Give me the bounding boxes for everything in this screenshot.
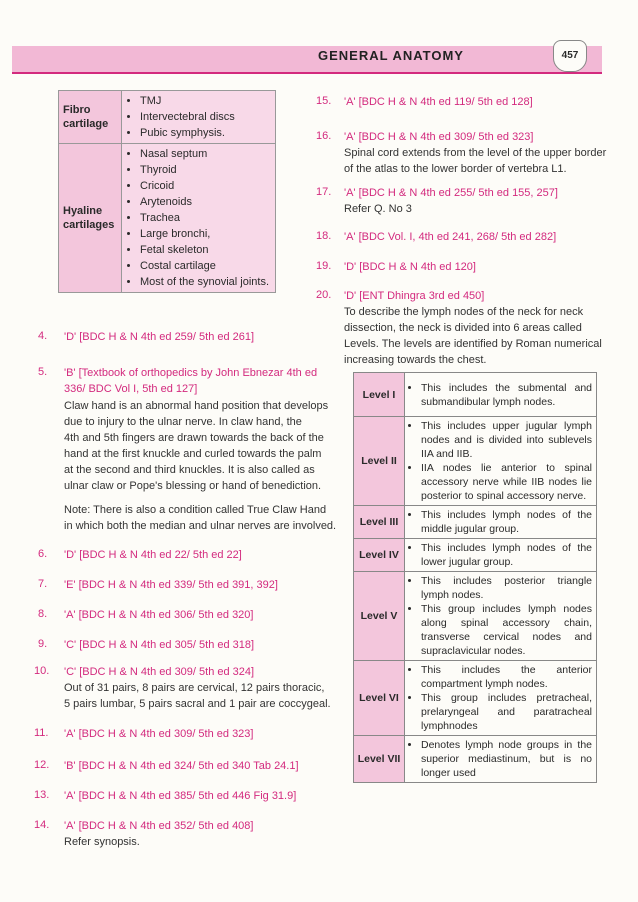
answer-number: 6. [38,548,48,560]
list-item: • Fetal skeleton [140,242,271,258]
table-row [354,417,597,506]
answer-reference: 'A' [BDC H & N 4th ed 306/ 5th ed 320] [64,609,254,621]
answer-reference: 'A' [BDC H & N 4th ed 309/ 5th ed 323] [344,131,534,143]
answer-number: 7. [38,578,48,590]
answer-number: 4. [38,330,48,342]
answer-number: 15. [316,95,332,107]
page-number: 457 [553,40,587,72]
explanation-line: in which both the median and ulnar nerves are involved. [64,520,337,532]
level-label: Level III [354,506,405,539]
explanation-line: Spinal cord extends from the level of the upper border [344,147,607,159]
explanation-line: Out of 31 pairs, 8 pairs are cervical, 12 pairs thoracic, [64,682,325,694]
answer-number: 17. [316,186,332,198]
header-band [12,46,602,72]
answer-number: 14. [34,819,50,831]
answer-reference: 'B' [BDC H & N 4th ed 324/ 5th ed 340 Tab 24.1] [64,760,299,772]
answer-number: 8. [38,608,48,620]
explanation-line: dissection, the neck is divided into 6 areas called [344,322,582,334]
list-item: • IIA nodes lie anterior to spinal accessory nerve while IIB nodes lie posterior to spinal accessory nerve. [421,461,592,503]
answer-number: 18. [316,230,332,242]
cartilage-table [58,90,276,293]
answer-reference: 'A' [BDC H & N 4th ed 255/ 5th ed 155, 257] [344,187,558,199]
list-item: • This includes lymph nodes of the lower jugular group. [421,541,592,569]
answer-reference: 'D' [BDC H & N 4th ed 120] [344,261,476,273]
header-rule [12,72,602,74]
table-row [354,506,597,539]
explanation-line: due to injury to the ulnar nerve. In claw hand, the [64,416,302,428]
cartilage-type-label: Fibro cartilage [59,91,122,144]
lymph-levels-table [353,372,597,783]
list-item: • Most of the synovial joints. [140,274,271,290]
level-label: Level VII [354,736,405,783]
level-label: Level IV [354,539,405,572]
answer-reference: 'C' [BDC H & N 4th ed 309/ 5th ed 324] [64,666,255,678]
list-item: • Denotes lymph node groups in the superior mediastinum, but is no longer used [421,738,592,780]
explanation-line: To describe the lymph nodes of the neck for neck [344,306,584,318]
list-item: • This group includes pretracheal, prelaryngeal and paratracheal lymphnodes [421,691,592,733]
explanation-line: at the second and third knuckles. It is also called as [64,464,315,476]
answer-reference: 'A' [BDC H & N 4th ed 119/ 5th ed 128] [344,96,533,108]
list-item: • TMJ [140,93,271,109]
list-item: • Nasal septum [140,146,271,162]
list-item: • This includes lymph nodes of the middle jugular group. [421,508,592,536]
list-item: • Cricoid [140,178,271,194]
explanation-line: ulnar claw or Pope's blessing or hand of benediction. [64,480,322,492]
list-item: • Pubic symphysis. [140,125,271,141]
answer-reference: 'A' [BDC Vol. I, 4th ed 241, 268/ 5th ed 282] [344,231,557,243]
answer-reference: 'E' [BDC H & N 4th ed 339/ 5th ed 391, 392] [64,579,278,591]
table-row [59,91,276,144]
level-label: Level I [354,373,405,417]
explanation-line: Claw hand is an abnormal hand position that develops [64,400,329,412]
answer-number: 19. [316,260,332,272]
answer-number: 12. [34,759,50,771]
answer-number: 16. [316,130,332,142]
answer-number: 5. [38,366,48,378]
explanation-line: Refer Q. No 3 [344,203,412,215]
table-row [59,144,276,293]
answer-reference: 'C' [BDC H & N 4th ed 305/ 5th ed 318] [64,639,255,651]
explanation-line: Refer synopsis. [64,836,140,848]
explanation-line: of the atlas to the lower border of vertebra L1. [344,163,567,175]
explanation-line: hand at the first knuckle and curled towards the palm [64,448,322,460]
explanation-line: increasing towards the chest. [344,354,487,366]
note-line: Note: There is also a condition called True Claw Hand [64,504,327,516]
explanation-line: 5 pairs lumbar, 5 pairs sacral and 1 pair are coccygeal. [64,698,331,710]
explanation-line: 4th and 5th fingers are drawn towards the back of the [64,432,324,444]
list-item: • This includes the submental and submandibular lymph nodes. [421,381,592,409]
list-item: • This includes posterior triangle lymph nodes. [421,574,592,602]
list-item: • This includes the anterior compartment lymph nodes. [421,663,592,691]
answer-number: 10. [34,665,50,677]
list-item: • This group includes lymph nodes along spinal accessory chain, transverse cervical nodes and supraclavicular nodes. [421,602,592,658]
answer-reference: 'A' [BDC H & N 4th ed 385/ 5th ed 446 Fig 31.9] [64,790,297,802]
answer-reference: 'D' [ENT Dhingra 3rd ed 450] [344,290,485,302]
answer-reference: 'A' [BDC H & N 4th ed 352/ 5th ed 408] [64,820,254,832]
answer-reference: 'B' [Textbook of orthopedics by John Ebnezar 4th ed 336/ BDC Vol I, 5th ed 127] [64,367,318,395]
list-item: • Costal cartilage [140,258,271,274]
answer-number: 11. [34,727,49,739]
answer-number: 9. [38,638,48,650]
table-row [354,736,597,783]
answer-reference: 'D' [BDC H & N 4th ed 22/ 5th ed 22] [64,549,242,561]
level-label: Level II [354,417,405,506]
table-row [354,661,597,736]
list-item: • This includes upper jugular lymph nodes and is divided into sublevels IIA and IIB. [421,419,592,461]
list-item: • Arytenoids [140,194,271,210]
table-row [354,373,597,417]
list-item: • Intervectebral discs [140,109,271,125]
table-row [354,572,597,661]
answer-number: 13. [34,789,50,801]
list-item: • Trachea [140,210,271,226]
level-label: Level VI [354,661,405,736]
page-title: GENERAL ANATOMY [318,48,464,63]
list-item: • Thyroid [140,162,271,178]
answer-number: 20. [316,289,332,301]
answer-reference: 'A' [BDC H & N 4th ed 309/ 5th ed 323] [64,728,254,740]
level-label: Level V [354,572,405,661]
table-row [354,539,597,572]
explanation-line: Levels. The levels are identified by Roman numerical [344,338,602,350]
cartilage-type-label: Hyaline cartilages [59,144,122,293]
answer-reference: 'D' [BDC H & N 4th ed 259/ 5th ed 261] [64,331,255,343]
list-item: • Large bronchi, [140,226,271,242]
